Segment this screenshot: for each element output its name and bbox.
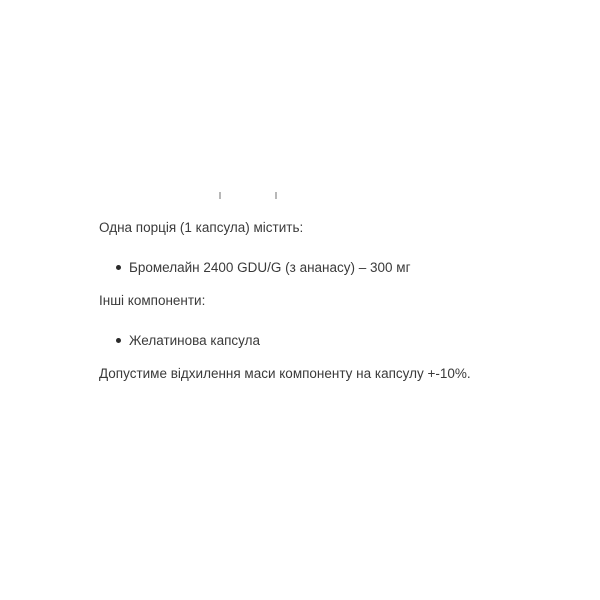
- serving-list: [99, 259, 411, 277]
- faint-mark: [219, 192, 221, 199]
- list-item: [99, 332, 260, 350]
- other-components-list: [99, 332, 260, 350]
- list-item: [99, 259, 411, 277]
- faint-mark: [275, 192, 277, 199]
- bullet-icon: [116, 338, 121, 343]
- list-item-text: Бромелайн 2400 GDU/G (з ананасу) – 300 мг: [129, 260, 411, 275]
- list-item-text: Желатинова капсула: [129, 333, 261, 348]
- bullet-icon: [116, 265, 121, 270]
- serving-intro: Одна порція (1 капсула) містить:: [99, 220, 304, 235]
- tolerance-note: Допустиме відхилення маси компоненту на капсулу +-10%.: [99, 366, 471, 381]
- other-components-heading: Інші компоненти:: [99, 293, 206, 308]
